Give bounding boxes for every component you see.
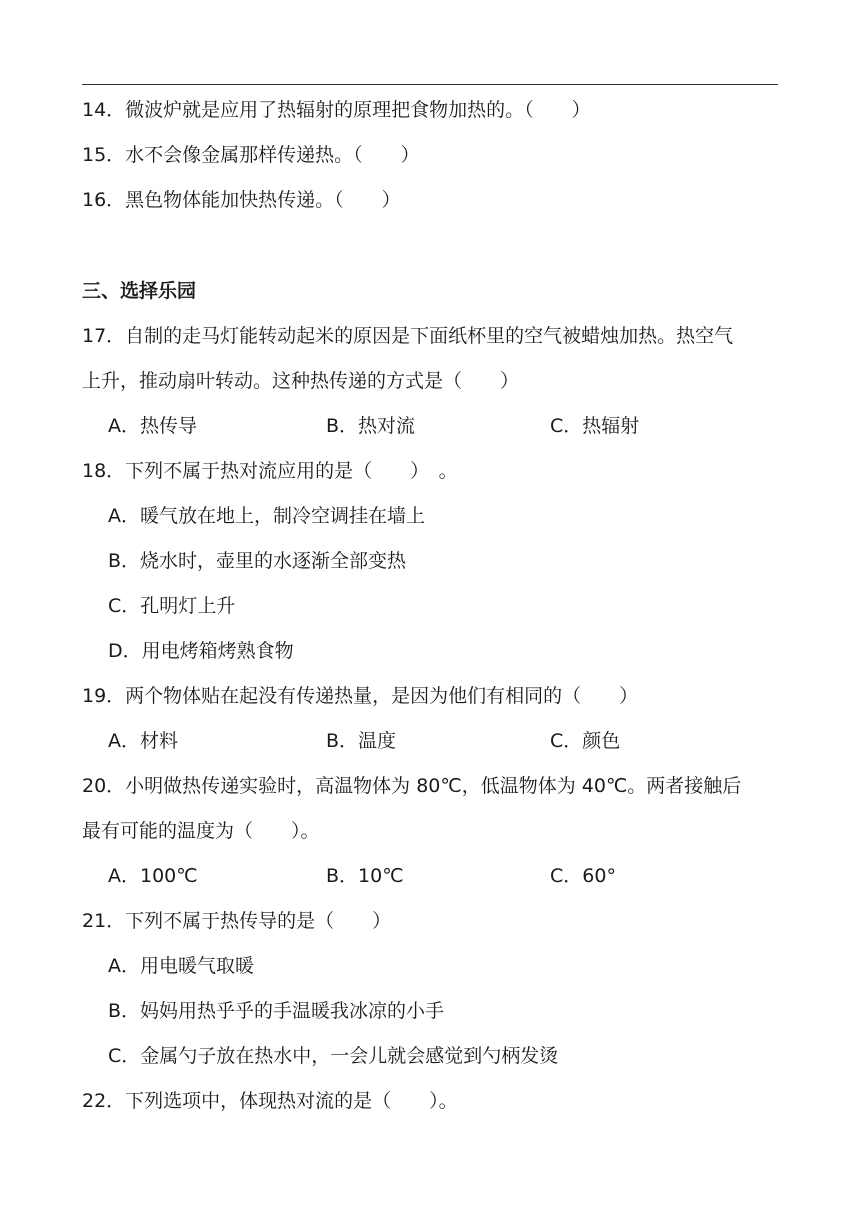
q17-option-c: C．热辐射: [550, 415, 640, 437]
q20-option-b: B．10℃: [326, 865, 404, 887]
question-14: 14．微波炉就是应用了热辐射的原理把食物加热的。（ ）: [82, 99, 591, 121]
q21-option-c: C．金属勺子放在热水中，一会儿就会感觉到勺柄发烫: [108, 1045, 559, 1067]
question-16: 16．黑色物体能加快热传递。（ ）: [82, 189, 401, 211]
question-17-line-1: 17．自制的走马灯能转动起米的原因是下面纸杯里的空气被蜡烛加热。热空气: [82, 325, 734, 347]
q20-option-c: C．60°: [550, 865, 616, 887]
question-18: 18．下列不属于热对流应用的是（ ） 。: [82, 460, 458, 482]
question-19: 19．两个物体贴在起没有传递热量，是因为他们有相同的（ ）: [82, 685, 639, 707]
question-15: 15．水不会像金属那样传递热。（ ）: [82, 144, 420, 166]
question-21: 21．下列不属于热传导的是（ ）: [82, 910, 392, 932]
q18-option-b: B．烧水时，壶里的水逐渐全部变热: [108, 550, 407, 572]
q17-option-a: A．热传导: [108, 415, 197, 437]
question-22: 22．下列选项中，体现热对流的是（ ）。: [82, 1090, 458, 1112]
q21-option-a: A．用电暖气取暖: [108, 955, 254, 977]
q18-option-c: C．孔明灯上升: [108, 595, 236, 617]
q17-option-b: B．热对流: [326, 415, 416, 437]
q21-option-b: B．妈妈用热乎乎的手温暖我冰凉的小手: [108, 1000, 445, 1022]
q20-option-a: A．100℃: [108, 865, 198, 887]
q18-option-d: D．用电烤箱烤熟食物: [108, 640, 294, 662]
section-heading: 三、选择乐园: [82, 280, 197, 302]
q19-option-a: A．材料: [108, 730, 178, 752]
q19-option-b: B．温度: [326, 730, 397, 752]
q18-option-a: A．暖气放在地上，制冷空调挂在墙上: [108, 505, 425, 527]
q19-option-c: C．颜色: [550, 730, 621, 752]
question-20-line-1: 20．小明做热传递实验时，高温物体为 80℃，低温物体为 40℃。两者接触后: [82, 775, 742, 797]
header-rule: [82, 84, 778, 85]
question-17-line-2: 上升，推动扇叶转动。这种热传递的方式是（ ）: [82, 370, 520, 392]
question-20-line-2: 最有可能的温度为（ ）。: [82, 820, 320, 842]
